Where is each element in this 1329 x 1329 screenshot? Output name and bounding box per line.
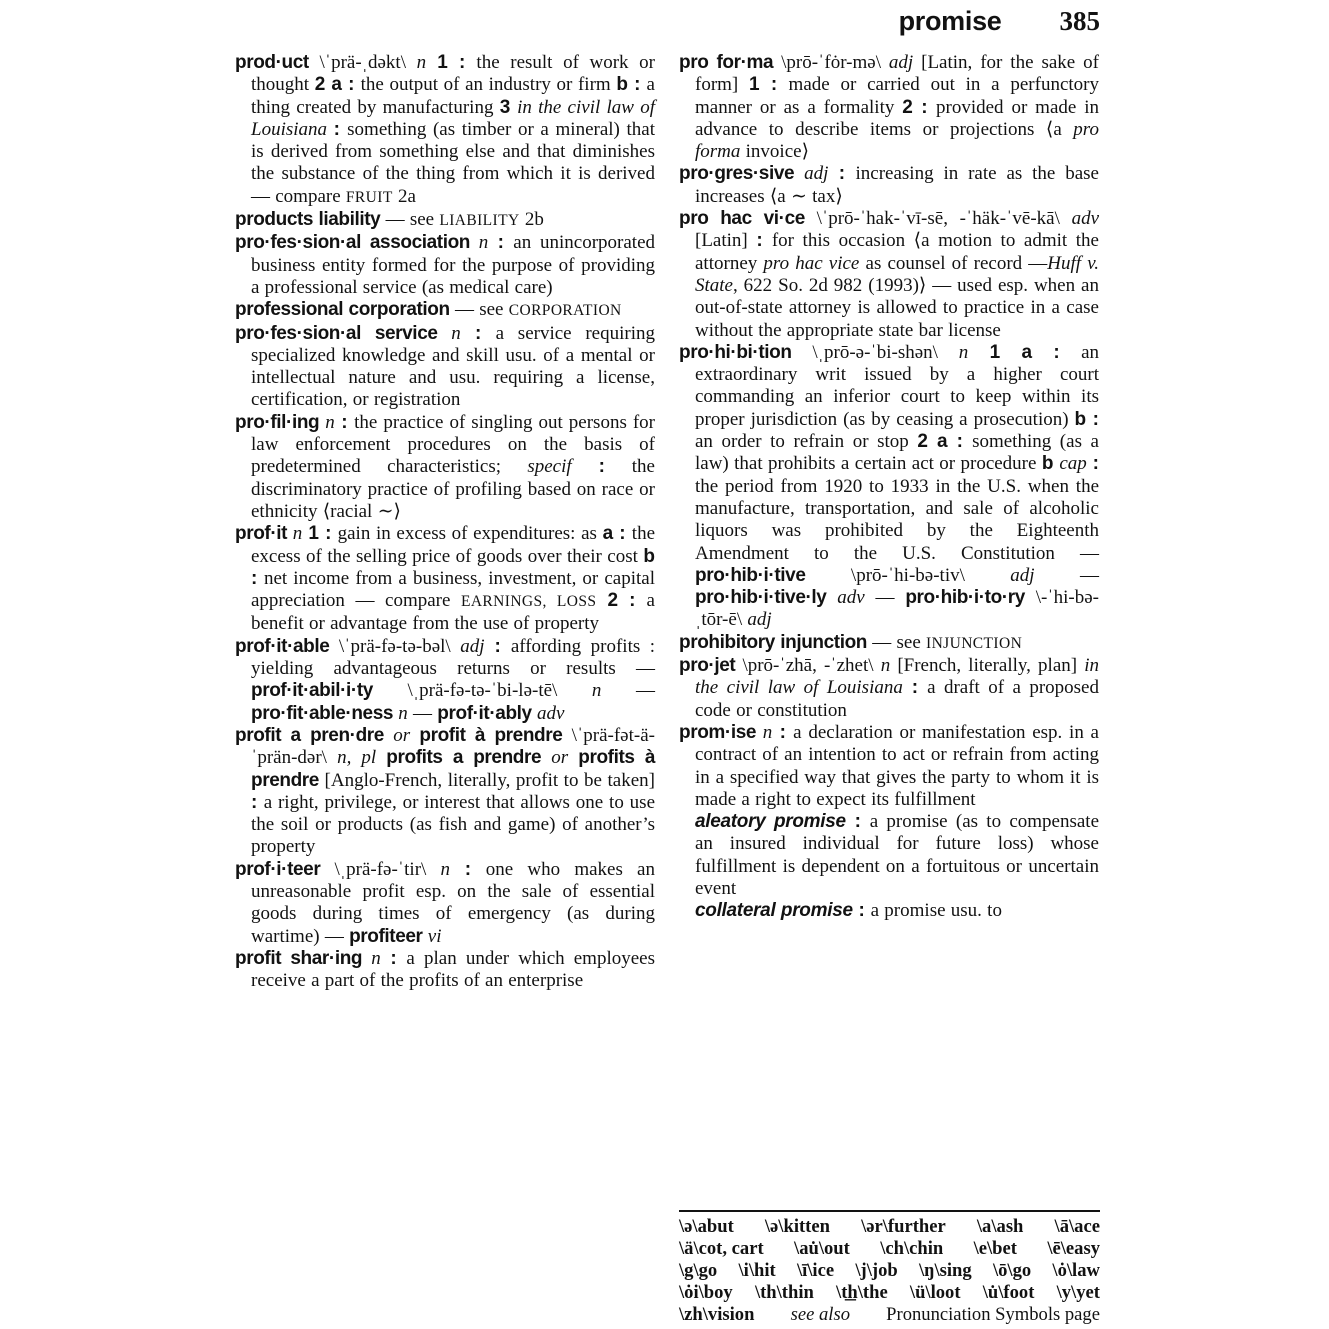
text-run: prof·it·ably <box>437 702 532 724</box>
text-run: : <box>852 900 871 922</box>
text-run: the discriminatory practice of profiling based on race or ethnicity ⟨racial ∼⟩ <box>251 456 655 522</box>
text-run: Pronunciation Symbols page <box>886 1304 1100 1325</box>
text-run: , 622 So. 2d 982 (1993)⟩ — used esp. when an out-of-state attorney is allowed to practice in a case without the appropriate state bar license <box>695 274 1099 341</box>
text-run: \ā\ace <box>1054 1216 1100 1237</box>
text-run: professional corporation <box>235 299 450 321</box>
text-run: something (as a law) that prohibits a certain act or procedure <box>695 431 1099 475</box>
pronunciation-key-item <box>1047 1238 1100 1260</box>
text-run: profits à prendre <box>251 747 655 791</box>
text-run: : <box>1086 453 1100 475</box>
text-run: : <box>251 791 264 813</box>
text-run: n <box>287 523 303 545</box>
text-run: prof·it·abil·i·ty <box>251 680 373 702</box>
text-run: \ō\go <box>992 1260 1032 1281</box>
text-run: b : <box>1074 408 1099 430</box>
text-run: 2 a : <box>314 74 361 96</box>
text-run: a draft of a proposed code or constitution <box>695 677 1099 721</box>
pronunciation-key-item <box>679 1260 717 1282</box>
text-run: \ə\abut <box>679 1216 734 1237</box>
text-run: \ī\ice <box>796 1260 835 1281</box>
page-header <box>679 6 1100 37</box>
dictionary-entry <box>679 163 1099 208</box>
text-run: : <box>460 322 496 344</box>
text-run: [Anglo-French, literally, profit to be taken] <box>318 769 655 791</box>
pronunciation-key-item <box>910 1282 961 1304</box>
text-run: n <box>393 702 408 724</box>
pronunciation-key <box>679 1210 1100 1326</box>
text-run: : <box>484 635 511 657</box>
text-run: n, pl <box>337 747 387 769</box>
text-run: \ˈprä-fət-ä-ˈprän-dər\ <box>251 724 655 769</box>
text-run: \ˌprō-ə-ˈbi-shən\ <box>791 341 959 363</box>
pronunciation-key-line <box>679 1282 1100 1304</box>
text-run: \g\go <box>679 1260 718 1281</box>
text-run: \prō-ˈzhā, -ˈzhet\ <box>735 655 881 677</box>
text-run: pro·fit·able·ness <box>251 702 394 724</box>
pronunciation-key-item <box>1057 1282 1100 1304</box>
pronunciation-key-item <box>679 1238 764 1260</box>
text-run: \e\bet <box>973 1238 1017 1259</box>
text-run: prod·uct <box>235 52 309 73</box>
dictionary-entry <box>235 948 655 993</box>
text-run: \-ˈhi-bə-ˌtōr-ē\ <box>695 587 1099 631</box>
text-run: \prō-ˈhi-bə-tiv\ <box>805 564 1011 586</box>
pronunciation-key-line <box>679 1260 1100 1282</box>
text-run: pro forma <box>695 118 1099 163</box>
text-run: an extraordinary writ issued by a higher court commanding an inferior court to keep within its proper jurisdiction (as by ceasing a prosecution) <box>695 341 1100 430</box>
text-run: affording profits : yielding advantageous returns or results — <box>251 635 655 680</box>
text-run: a service requiring specialized knowledge and skill usu. of a mental or intellectual nature and usu. requiring a license, certification, or registration <box>251 322 655 411</box>
text-run: the output of an industry or firm <box>360 74 617 96</box>
text-run: pro hac vi·ce <box>679 208 805 230</box>
pronunciation-key-item <box>977 1216 1024 1238</box>
pronunciation-key-item <box>861 1216 946 1238</box>
text-run: : <box>380 947 407 969</box>
text-run: n <box>362 947 381 969</box>
text-run: profit à prendre <box>419 724 563 746</box>
text-run: increasing in rate as the base increases ⟨a ∼ tax⟩ <box>695 163 1099 207</box>
text-run: : <box>450 858 486 880</box>
text-run: \ch\chin <box>880 1238 944 1259</box>
text-run: EARNINGS, LOSS <box>460 593 597 611</box>
text-run: an unincorporated business entity formed for the purpose of providing a professional service (as medical care) <box>251 232 656 298</box>
text-run: profits a prendre <box>386 747 542 769</box>
text-run: b <box>1041 453 1060 475</box>
text-run: 1 : <box>749 74 789 96</box>
pronunciation-key-line <box>679 1238 1100 1260</box>
text-run: adj <box>1010 564 1035 586</box>
text-run: : <box>571 456 632 478</box>
dictionary-entry <box>679 632 1099 655</box>
dictionary-entry <box>235 725 655 859</box>
text-run: — see <box>449 299 509 321</box>
text-run: \j\job <box>855 1260 898 1281</box>
text-run: \t͟h\the <box>836 1282 888 1303</box>
text-run: vi <box>422 925 442 947</box>
text-run: prof·i·teer <box>235 858 321 880</box>
text-run: n <box>416 52 427 73</box>
text-run: n <box>437 322 461 344</box>
pronunciation-key-item <box>993 1260 1031 1282</box>
dictionary-entry <box>679 722 1099 811</box>
text-run: a plan under which employees receive a part of the profits of an enterprise <box>251 947 656 992</box>
text-run: pro·hi·bi·tion <box>679 341 792 363</box>
text-run: cap <box>1059 453 1087 475</box>
dictionary-entry <box>235 636 655 725</box>
text-run: something (as timber or a mineral) that is derived from something else and that diminishes the substance of the thing from which it is derived — compare <box>251 118 655 207</box>
text-run: for this occasion ⟨a motion to admit the attorney <box>695 230 1099 274</box>
text-run: prof·it·able <box>235 635 330 657</box>
pronunciation-key-item <box>797 1260 834 1282</box>
text-run: \ər\further <box>861 1216 946 1237</box>
text-run: Huff v. State <box>695 252 1099 296</box>
text-run: \a\ash <box>976 1216 1024 1237</box>
text-run: pro·fil·ing <box>235 411 320 433</box>
text-run: n <box>880 655 891 677</box>
text-run: n <box>319 411 335 433</box>
text-run: a right, privilege, or interest that allows one to use the soil or products (as fish and game) of another’s property <box>251 791 656 858</box>
text-run: n <box>440 858 450 880</box>
pronunciation-key-item <box>765 1216 830 1238</box>
pronunciation-key-line <box>679 1216 1100 1238</box>
text-run: a promise usu. to <box>870 900 1002 922</box>
text-run: profiteer <box>349 925 423 947</box>
text-run: CORPORATION <box>508 302 622 320</box>
text-run: pro·gres·sive <box>679 163 795 185</box>
text-run: 1 : <box>302 523 338 545</box>
text-run: adv <box>826 587 865 609</box>
text-run: b : <box>251 545 655 589</box>
text-run: n <box>470 232 489 254</box>
text-run: adj <box>888 52 914 73</box>
text-run: adj <box>460 635 485 657</box>
text-run: specif <box>527 456 572 478</box>
pronunciation-key-item <box>880 1238 943 1260</box>
text-run: as counsel of record — <box>859 252 1048 274</box>
sub-entry <box>679 900 1099 922</box>
text-run: a benefit or advantage from the use of property <box>251 590 655 635</box>
pronunciation-key-item <box>755 1282 814 1304</box>
text-run: the result of work or thought <box>251 52 655 96</box>
text-run: pro for·ma <box>679 52 774 73</box>
text-run: prohibitory injunction <box>679 631 868 653</box>
text-run: a promise (as to compensate an insured individual for future loss) whose fulfillment is dependent on a fortuitous or uncertain event <box>695 811 1100 899</box>
text-run: pro·hib·i·tive·ly <box>695 587 827 609</box>
text-run: profit shar·ing <box>235 947 363 969</box>
text-run: 2 : <box>596 590 647 612</box>
column-left <box>235 52 655 992</box>
text-run: n <box>958 341 969 363</box>
pronunciation-key-item <box>974 1238 1017 1260</box>
text-run: a declaration or manifestation esp. in a contract of an intention to act or refrain from acting in a specified way that gives the party to whom it is made a right to expect its fulfillment <box>695 721 1099 810</box>
text-run: \ˌprä-fə-tə-ˈbi-lə-tē\ <box>372 680 592 702</box>
sub-entry <box>679 811 1099 900</box>
text-run: provided or made in advance to describe items or projections ⟨a <box>695 96 1100 140</box>
text-run: 3 <box>499 96 518 118</box>
text-run: \prō-ˈfȯr-mə\ <box>773 52 889 73</box>
text-run: an order to refrain or stop <box>695 431 918 453</box>
text-run: the practice of singling out persons for law enforcement procedures on the basis of predetermined characteristics; <box>251 411 655 478</box>
text-run: \ˌprä-fə-ˈtir\ <box>320 858 441 880</box>
dictionary-entry <box>235 859 655 948</box>
text-run: one who makes an unreasonable profit esp. on the sale of essential goods during times of emergency (as during wartime) — <box>251 858 655 947</box>
pronunciation-key-item <box>836 1282 888 1304</box>
text-run: n <box>591 680 602 702</box>
text-run: in the civil law of Louisiana <box>695 655 1099 699</box>
pronunciation-key-item <box>794 1238 850 1260</box>
dictionary-entry <box>235 52 655 209</box>
text-run: : <box>828 163 856 185</box>
text-run: profit a pren·dre <box>235 724 384 746</box>
pronunciation-key-item <box>983 1282 1035 1304</box>
text-run: prof·it <box>235 523 288 545</box>
text-run: pro·fes·sion·al association <box>235 232 471 254</box>
text-run: — <box>601 680 655 702</box>
text-run: collateral promise <box>695 900 853 922</box>
text-run: or <box>383 724 420 746</box>
guide-word: promise <box>898 6 1002 36</box>
pronunciation-key-item <box>791 1304 850 1326</box>
text-run: 2b <box>519 209 544 231</box>
text-run: the excess of the selling price of goods over their cost <box>251 523 656 567</box>
text-run: pro·fes·sion·al service <box>235 322 438 344</box>
column-right <box>679 52 1099 992</box>
text-run: b : <box>616 74 647 96</box>
text-run: see also <box>790 1304 850 1325</box>
text-run: \ˈprä-fə-tə-bəl\ <box>329 635 461 657</box>
text-run: : <box>334 411 355 433</box>
text-run: [Latin, for the sake of form] <box>695 52 1099 96</box>
text-run: \ü\loot <box>909 1282 961 1303</box>
text-run: \ȯ\law <box>1052 1260 1100 1281</box>
text-run: adj <box>794 163 829 185</box>
pronunciation-key-item <box>855 1260 897 1282</box>
text-run: \au̇\out <box>794 1238 850 1259</box>
text-run: — <box>864 587 906 609</box>
dictionary-entry <box>235 412 655 523</box>
text-run: adj <box>747 609 772 631</box>
text-run: — see <box>380 209 440 231</box>
text-run: : <box>333 118 348 140</box>
dictionary-entry <box>235 323 655 412</box>
text-run: pro hac vice <box>763 252 860 274</box>
text-run: prom·ise <box>679 721 757 743</box>
text-run: : <box>756 230 772 252</box>
text-run: products liability <box>235 209 381 231</box>
text-run: INJUNCTION <box>926 634 1023 652</box>
text-run: : <box>902 677 928 699</box>
text-run: 1 a : <box>968 341 1082 363</box>
pronunciation-key-item <box>886 1304 1100 1326</box>
text-run: \ē\easy <box>1047 1238 1100 1259</box>
text-run: pro·hib·i·to·ry <box>905 587 1025 609</box>
text-run: adv <box>531 702 565 724</box>
pronunciation-key-item <box>919 1260 972 1282</box>
text-run: the period from 1920 to 1933 in the U.S. when the manufacture, transportation, and sale of alcoholic liquors was prohibited by the Eighteenth Amendment to the U.S. Constitution — <box>695 475 1099 564</box>
text-run: : <box>488 232 514 254</box>
dictionary-entry <box>679 208 1099 342</box>
text-run: \ŋ\sing <box>918 1260 972 1281</box>
text-run: 2 a : <box>917 431 973 453</box>
text-run: \zh\vision <box>679 1304 755 1325</box>
pronunciation-key-item <box>679 1216 734 1238</box>
dictionary-entry <box>235 299 655 322</box>
pronunciation-key-line <box>679 1304 1100 1326</box>
text-run: \ȯi\boy <box>679 1282 733 1303</box>
text-run: : <box>845 811 870 833</box>
dictionary-entry <box>235 523 655 635</box>
text-run: gain in excess of expenditures: as <box>337 523 603 545</box>
text-run: \th\thin <box>754 1282 814 1303</box>
pronunciation-key-item <box>738 1260 775 1282</box>
text-run: [Latin] <box>695 230 757 252</box>
text-run: adv <box>1071 208 1099 230</box>
text-run: [French, literally, plan] <box>890 655 1085 677</box>
text-run: \ˈprä-ˌdəkt\ <box>308 52 417 73</box>
text-run: \i\hit <box>738 1260 776 1281</box>
dictionary-entry <box>679 342 1099 632</box>
text-run: 2a <box>392 185 416 207</box>
text-run: \ə\kitten <box>764 1216 830 1237</box>
text-run: \y\yet <box>1056 1282 1100 1303</box>
text-run: net income from a business, investment, or capital appreciation — compare <box>251 567 656 612</box>
text-run: in the civil law of Louisiana <box>251 96 655 140</box>
text-run: 1 : <box>426 52 477 73</box>
text-run: — <box>1034 564 1099 586</box>
text-run: — see <box>867 631 927 653</box>
dictionary-entry <box>679 655 1099 722</box>
text-run: pro·hib·i·tive <box>695 564 806 586</box>
text-run: FRUIT <box>345 188 393 206</box>
text-run: a : <box>602 523 632 545</box>
text-run: pro·jet <box>679 655 736 677</box>
text-columns <box>235 52 1099 992</box>
text-run: a thing created by manufacturing <box>251 74 655 118</box>
text-run: 2 : <box>902 96 937 118</box>
dictionary-entry <box>235 209 655 232</box>
text-run: LIABILITY <box>439 212 520 230</box>
text-run: \ä\cot, cart <box>679 1238 764 1259</box>
text-run: \ˈprō-ˈhak-ˈvī-sē, -ˈhäk-ˈvē-kā\ <box>804 208 1072 230</box>
page-number: 385 <box>1059 6 1100 36</box>
text-run: aleatory promise <box>695 811 846 833</box>
dictionary-entry <box>679 52 1099 163</box>
dictionary-entry <box>235 232 655 299</box>
pronunciation-key-item <box>1052 1260 1100 1282</box>
text-run: made or carried out in a perfunctory manner or as a formality <box>695 74 1100 118</box>
text-run: : <box>772 721 794 743</box>
pronunciation-key-item <box>679 1282 733 1304</box>
text-run: — <box>407 702 438 724</box>
text-run: invoice⟩ <box>740 141 809 163</box>
pronunciation-key-item <box>679 1304 754 1326</box>
text-run: n <box>756 721 773 743</box>
text-run: \u̇\foot <box>982 1282 1035 1303</box>
pronunciation-key-item <box>1055 1216 1100 1238</box>
text-run: or <box>541 747 579 769</box>
